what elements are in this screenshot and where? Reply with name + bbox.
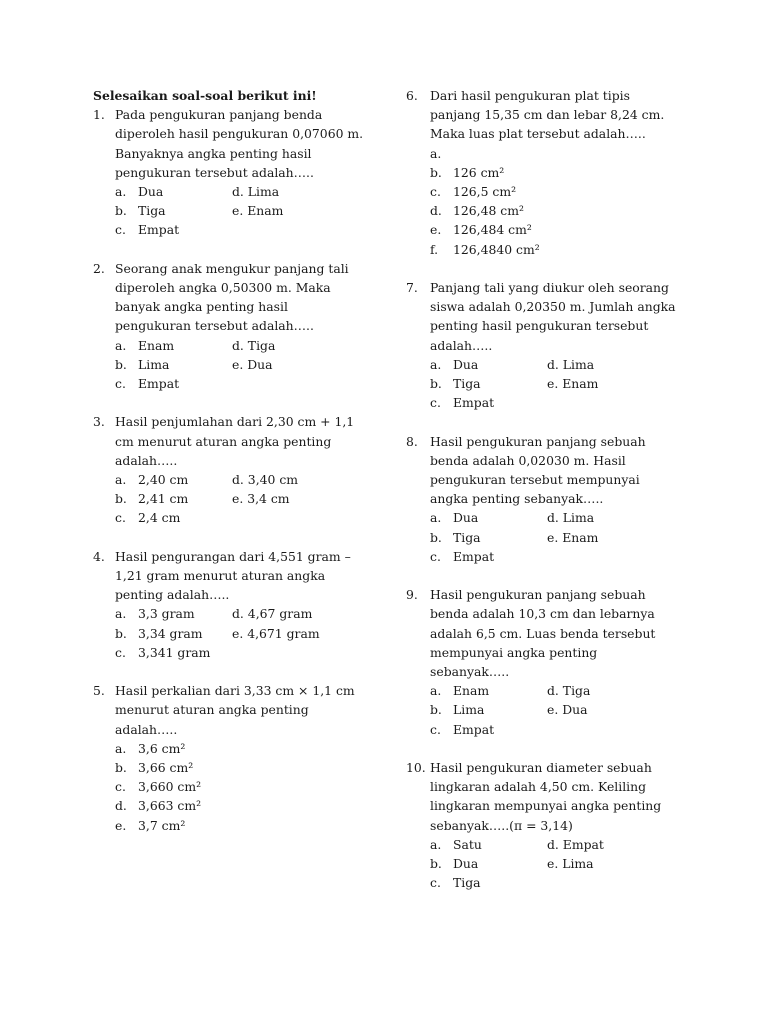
option-value-second: d. Empat [547, 836, 604, 852]
option-letter: c. [115, 510, 126, 526]
option-value: 126,4840 cm² [453, 241, 540, 257]
option-value: Empat [138, 376, 180, 392]
answer-option-row [406, 240, 696, 259]
answer-option-row [93, 220, 383, 239]
option-letter: b. [430, 702, 442, 718]
option-letter: a. [115, 472, 127, 488]
question-text-line: panjang 15,35 cm dan lebar 8,24 cm. [430, 107, 665, 123]
question-number: 6. [406, 88, 418, 103]
option-value: Dua [453, 356, 479, 372]
option-letter: b. [115, 491, 127, 507]
answer-option-row [93, 739, 383, 758]
option-value-second: e. 3,4 cm [232, 491, 290, 507]
question-3 [93, 412, 383, 527]
option-letter: b. [430, 164, 442, 180]
option-letter: a. [430, 356, 442, 372]
option-value: Satu [453, 836, 482, 852]
question-text-line: Panjang tali yang diukur oleh seorang [430, 280, 669, 296]
option-value-second: e. 4,671 gram [232, 625, 320, 641]
question-number: 5. [93, 683, 105, 699]
question-5 [93, 681, 383, 835]
question-text-line: benda adalah 0,02030 m. Hasil [430, 452, 626, 468]
question-text-line: sebanyak….. [430, 664, 510, 680]
answer-option-row [406, 873, 696, 892]
option-letter: b. [115, 356, 127, 372]
question-text-line: Hasil perkalian dari 3,33 cm × 1,1 cm [115, 683, 355, 699]
question-text-line: adalah 6,5 cm. Luas benda tersebut [430, 625, 656, 641]
option-letter: c. [115, 644, 126, 660]
option-value-second: e. Enam [547, 529, 599, 545]
option-value: Dua [453, 510, 479, 526]
option-value-second: e. Enam [232, 203, 284, 219]
question-text-line: diperoleh hasil pengukuran 0,07060 m. [115, 126, 364, 142]
question-row [406, 86, 696, 144]
option-value: Empat [453, 395, 495, 411]
question-text-line: adalah….. [430, 337, 493, 353]
option-value-second: d. Tiga [232, 337, 276, 353]
option-value-second: d. Lima [547, 510, 595, 526]
answer-option-row [406, 374, 696, 393]
option-letter: b. [430, 856, 442, 872]
option-value: Tiga [453, 376, 481, 392]
option-letter: c. [430, 875, 441, 891]
option-value-second: e. Dua [547, 702, 588, 718]
question-text-line: lingkaran mempunyai angka penting [430, 798, 662, 814]
answer-option-row [93, 796, 383, 815]
answer-option-row [406, 182, 696, 201]
question-6 [406, 86, 696, 259]
question-row [93, 547, 383, 605]
option-value: Empat [453, 721, 495, 737]
question-7 [406, 278, 696, 412]
option-letter: b. [115, 760, 127, 776]
option-letter: a. [115, 606, 127, 622]
question-text-line: pengukuran tersebut adalah….. [115, 164, 314, 180]
answer-option-row [93, 336, 383, 355]
option-value: Empat [138, 222, 180, 238]
right-column [406, 86, 696, 892]
question-10 [406, 758, 696, 892]
option-letter: b. [115, 625, 127, 641]
question-text-line: Hasil pengukuran panjang sebuah [430, 587, 646, 603]
question-text-line: banyak angka penting hasil [115, 299, 288, 315]
option-value: 3,3 gram [138, 606, 195, 622]
question-number: 10. [406, 760, 426, 776]
left-column [93, 86, 383, 835]
question-text-line: lingkaran adalah 4,50 cm. Keliling [430, 779, 647, 795]
option-value: 3,6 cm² [138, 740, 186, 756]
option-value: 126,5 cm² [453, 184, 517, 200]
answer-option-row [406, 835, 696, 854]
question-text-line: angka penting sebanyak….. [430, 491, 604, 507]
answer-option-row [93, 374, 383, 393]
answer-option-row [406, 163, 696, 182]
question-number: 3. [93, 414, 105, 430]
question-1 [93, 105, 383, 239]
option-value: 2,4 cm [138, 510, 181, 526]
question-text-line: Pada pengukuran panjang benda [115, 107, 323, 123]
question-text [115, 681, 383, 739]
option-value: Lima [138, 356, 170, 372]
answer-option-row [93, 777, 383, 796]
question-text [430, 86, 696, 144]
option-value: 3,7 cm² [138, 817, 186, 833]
option-value: Empat [453, 548, 495, 564]
option-letter: a. [430, 836, 442, 852]
option-letter: b. [115, 203, 127, 219]
question-text-line: pengukuran tersebut adalah….. [115, 318, 314, 334]
option-value: 126,48 cm² [453, 203, 524, 219]
option-value: 2,40 cm [138, 472, 189, 488]
question-text-line: adalah….. [115, 452, 178, 468]
question-text-line: sebanyak…..(π = 3,14) [430, 817, 573, 833]
option-letter: c. [430, 721, 441, 737]
answer-option-row [406, 700, 696, 719]
option-value-second: e. Dua [232, 356, 273, 372]
option-letter: d. [430, 203, 442, 219]
question-8 [406, 432, 696, 566]
option-value: 126,484 cm² [453, 222, 532, 238]
question-text-line: diperoleh angka 0,50300 m. Maka [115, 280, 331, 296]
option-letter: e. [115, 817, 127, 833]
answer-option-row [406, 393, 696, 412]
answer-option-row [406, 720, 696, 739]
answer-option-row [93, 201, 383, 220]
answer-option-row [406, 528, 696, 547]
option-value: Dua [453, 856, 479, 872]
option-value: 3,663 cm² [138, 798, 202, 814]
question-row [406, 432, 696, 509]
answer-option-row [406, 220, 696, 239]
question-row [93, 259, 383, 336]
option-value: 2,41 cm [138, 491, 189, 507]
question-text-line: Hasil pengurangan dari 4,551 gram – [115, 548, 351, 564]
question-text [115, 412, 383, 470]
answer-option-row [406, 508, 696, 527]
option-value-second: d. Lima [232, 184, 280, 200]
answer-option-row [93, 816, 383, 835]
question-text-line: Seorang anak mengukur panjang tali [115, 260, 349, 276]
option-value-second: d. Lima [547, 356, 595, 372]
option-value: Tiga [453, 529, 481, 545]
option-letter: a. [115, 184, 127, 200]
option-letter: c. [430, 548, 441, 564]
option-letter: a. [430, 683, 442, 699]
option-value-second: d. 4,67 gram [232, 606, 313, 622]
question-text [430, 585, 696, 681]
question-text-line: penting hasil pengukuran tersebut [430, 318, 649, 334]
question-text-line: menurut aturan angka penting [115, 702, 309, 718]
answer-option-row [406, 681, 696, 700]
answer-option-row [406, 355, 696, 374]
option-value-second: d. Tiga [547, 683, 591, 699]
question-4 [93, 547, 383, 662]
option-value: Tiga [138, 203, 166, 219]
option-letter: d. [115, 798, 127, 814]
question-text-line: Banyaknya angka penting hasil [115, 145, 312, 161]
question-number: 4. [93, 548, 105, 564]
question-text-line: mempunyai angka penting [430, 644, 598, 660]
question-row [406, 585, 696, 681]
option-value: Enam [453, 683, 490, 699]
option-letter: a. [430, 510, 442, 526]
option-value: 3,660 cm² [138, 779, 202, 795]
answer-option-row [93, 604, 383, 623]
option-letter: a. [430, 145, 442, 161]
question-text-line: Maka luas plat tersebut adalah….. [430, 126, 646, 142]
question-text-line: 1,21 gram menurut aturan angka [115, 568, 326, 584]
option-value: Lima [453, 702, 485, 718]
question-text-line: pengukuran tersebut mempunyai [430, 472, 640, 488]
answer-option-row [406, 144, 696, 163]
option-value: Enam [138, 337, 175, 353]
question-row [93, 412, 383, 470]
option-value: 3,34 gram [138, 625, 203, 641]
question-row [93, 681, 383, 739]
question-text [430, 278, 696, 355]
option-letter: b. [430, 529, 442, 545]
option-letter: b. [430, 376, 442, 392]
question-text [115, 105, 383, 182]
question-number: 2. [93, 260, 105, 276]
answer-option-row [93, 182, 383, 201]
question-text-line: Hasil pengukuran diameter sebuah [430, 760, 652, 776]
option-value: 126 cm² [453, 164, 505, 180]
answer-option-row [93, 489, 383, 508]
question-number: 8. [406, 433, 418, 449]
option-value-second: d. 3,40 cm [232, 472, 299, 488]
question-text-line: siswa adalah 0,20350 m. Jumlah angka [430, 299, 676, 315]
answer-option-row [406, 201, 696, 220]
question-text [115, 259, 383, 336]
option-letter: c. [115, 376, 126, 392]
answer-option-row [93, 470, 383, 489]
question-text-line: cm menurut aturan angka penting [115, 433, 332, 449]
answer-option-row [93, 758, 383, 777]
answer-option-row [406, 854, 696, 873]
question-2 [93, 259, 383, 393]
option-value: 3,66 cm² [138, 760, 194, 776]
worksheet-heading: Selesaikan soal-soal berikut ini! [93, 88, 317, 103]
question-number: 9. [406, 587, 418, 603]
question-9 [406, 585, 696, 739]
option-value-second: e. Enam [547, 376, 599, 392]
answer-option-row [93, 355, 383, 374]
question-row [93, 105, 383, 182]
question-number: 1. [93, 107, 105, 123]
question-text-line: Hasil pengukuran panjang sebuah [430, 433, 646, 449]
option-value [453, 144, 696, 163]
question-text-line: Dari hasil pengukuran plat tipis [430, 88, 631, 103]
question-number: 7. [406, 280, 418, 296]
answer-option-row [93, 624, 383, 643]
option-letter: c. [115, 779, 126, 795]
question-text-line: penting adalah….. [115, 587, 230, 603]
answer-option-row [93, 508, 383, 527]
answer-option-row [93, 643, 383, 662]
question-text [115, 547, 383, 605]
option-letter: a. [115, 337, 127, 353]
option-letter: a. [115, 740, 127, 756]
option-value: Tiga [453, 875, 481, 891]
question-row [406, 278, 696, 355]
question-row [406, 758, 696, 835]
answer-option-row [406, 547, 696, 566]
option-letter: e. [430, 222, 442, 238]
question-text [430, 758, 696, 835]
question-text [430, 432, 696, 509]
option-letter: c. [430, 184, 441, 200]
option-value: 3,341 gram [138, 644, 211, 660]
option-letter: c. [430, 395, 441, 411]
option-letter: f. [430, 241, 439, 257]
option-letter: c. [115, 222, 126, 238]
option-value-second: e. Lima [547, 856, 594, 872]
option-value: Dua [138, 184, 164, 200]
question-text-line: benda adalah 10,3 cm dan lebarnya [430, 606, 655, 622]
question-text-line: adalah….. [115, 721, 178, 737]
question-text-line: Hasil penjumlahan dari 2,30 cm + 1,1 [115, 414, 355, 430]
